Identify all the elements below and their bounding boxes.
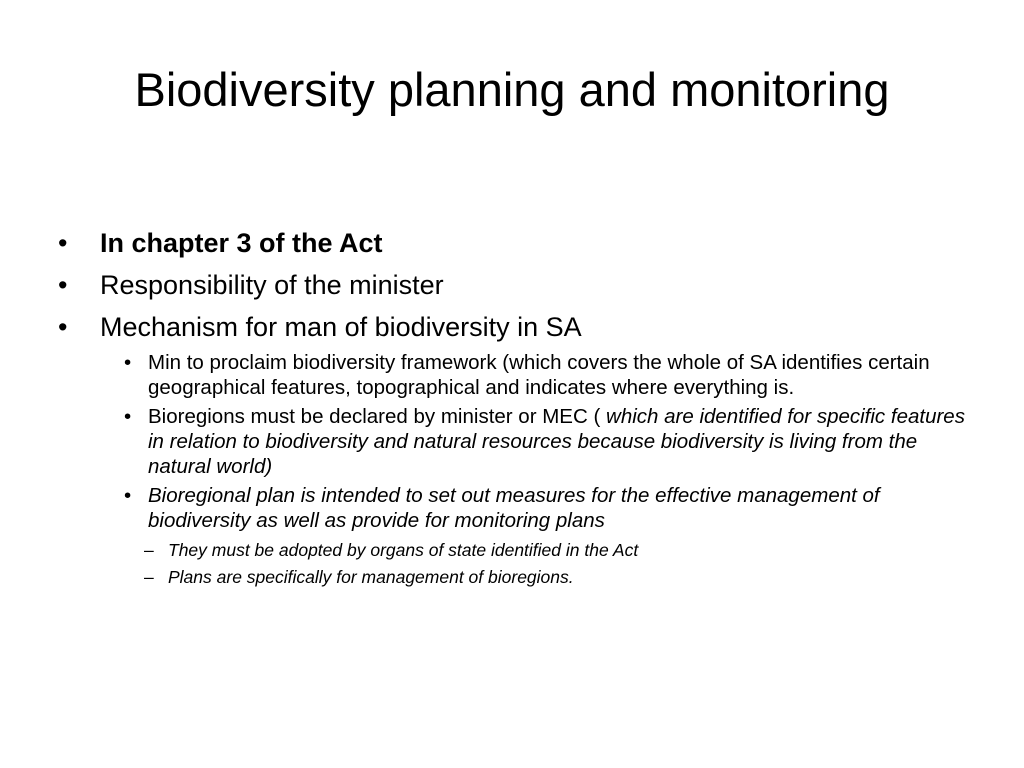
sub-bullet-italic-text: Bioregional plan is intended to set out measures for the effective management of biodiversity as well as provide for monitoring plans (148, 484, 880, 532)
bullet-icon: • (58, 270, 68, 300)
dash-icon: – (144, 567, 154, 587)
sub-bullet-item (118, 483, 978, 533)
sub-sub-bullet-text: They must be adopted by organs of state identified in the Act (168, 540, 639, 560)
sub-bullet-item (118, 404, 978, 479)
bullet-text: Responsibility of the minister (100, 270, 444, 300)
sub-sub-bullet-text: Plans are specifically for management of bioregions. (168, 567, 574, 587)
sub-bullet-item (118, 350, 978, 400)
bullet-item (58, 306, 978, 348)
sub-sub-container (118, 537, 978, 591)
bullet-text: In chapter 3 of the Act (100, 228, 383, 258)
sub-bullet-icon: • (124, 484, 132, 507)
sub-bullet-icon: • (124, 351, 132, 374)
bullet-item (58, 222, 978, 264)
sub-bullet-italic-text: which are identified for specific features in relation to biodiversity and natural resources because biodiversity is living from the natural world) (148, 405, 965, 478)
sub-sub-bullet-item (140, 564, 978, 591)
slide-body (58, 222, 978, 591)
bullet-text: Mechanism for man of biodiversity in SA (100, 312, 582, 342)
dash-icon: – (144, 540, 154, 560)
bullet-icon: • (58, 312, 68, 342)
sub-bullet-text: Bioregions must be declared by minister or MEC ( (148, 405, 607, 428)
sub-bullet-list (118, 350, 978, 591)
slide-title: Biodiversity planning and monitoring (134, 63, 890, 116)
sub-sub-bullet-list (140, 537, 978, 591)
sub-bullet-text: Min to proclaim biodiversity framework (which covers the whole of SA identifies certain geographical features, topographical and indicates where everything is. (148, 351, 930, 399)
bullet-item (58, 264, 978, 306)
sub-bullet-icon: • (124, 405, 132, 428)
bullet-icon: • (58, 228, 68, 258)
bullet-list (58, 222, 978, 348)
sub-sub-bullet-item (140, 537, 978, 564)
